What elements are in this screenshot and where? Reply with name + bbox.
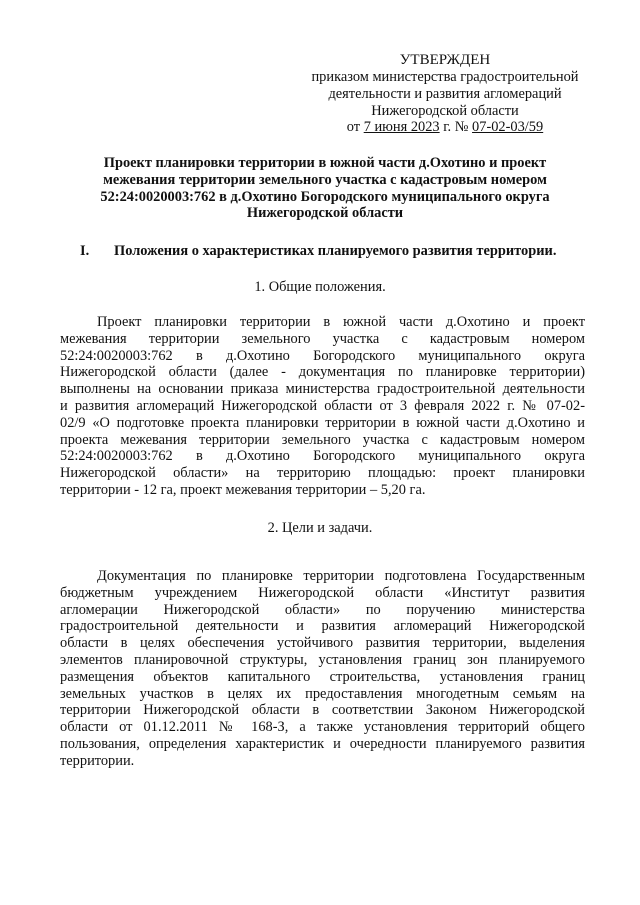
paragraph-line: 52:24:0020003:762 в д.Охотино Богородского муниципального округа — [60, 347, 585, 364]
paragraph-line: элементов планировочной структуры, установления границ зон планируемого — [60, 651, 585, 668]
approval-date-prefix: от — [346, 119, 364, 136]
subsection-heading-1: 1. Общие положения. — [254, 279, 386, 295]
section-heading — [80, 243, 600, 260]
paragraph-line: межевания территории земельного участка с кадастровым номером — [60, 330, 585, 347]
paragraph-line: Нижегородской области (далее - документация по планировке территории) — [60, 364, 585, 381]
approval-line-3: Нижегородской области — [371, 102, 519, 119]
paragraph-line: области в целях обеспечения устойчивого развития территории, выделения — [60, 635, 585, 652]
approval-line-2: деятельности и развития агломераций — [328, 85, 562, 102]
paragraph-line: области от 01.12.2011 № 168-З, а также установления территорий общего — [60, 719, 585, 736]
paragraph-line: территории - 12 га, проект межевания территории – 5,20 га. — [60, 481, 426, 498]
paragraph-goals — [60, 568, 585, 770]
section-title: Положения о характеристиках планируемого развития территории. — [114, 243, 557, 259]
paragraph-line: и развития агломераций Нижегородской области от 3 февраля 2022 г. № 07-02- — [60, 397, 585, 414]
paragraph-line: территории. — [60, 752, 135, 769]
paragraph-line: Проект планировки территории в южной части д.Охотино и проект — [97, 314, 585, 330]
paragraph-line: проекта межевания территории земельного участка с кадастровым номером — [60, 431, 585, 448]
paragraph-line: агломерации Нижегородской области» по поручению министерства — [60, 601, 585, 618]
approval-line-1: приказом министерства градостроительной — [311, 69, 579, 85]
paragraph-line: выполнены на основании приказа министерства градостроительной деятельности — [60, 381, 585, 398]
paragraph-line: 02/9 «О подготовке проекта планировки территории в южной части д.Охотино и — [60, 414, 585, 431]
approval-date-mid: г. № — [439, 119, 473, 136]
approval-number: 07-02-03/59 — [472, 119, 544, 136]
document-title — [70, 155, 580, 222]
paragraph-line: территории Нижегородской области в соответствии Законом Нижегородской — [60, 702, 585, 719]
paragraph-line: пользования, определения характеристик и очередности планируемого развития — [60, 735, 585, 752]
paragraph-line: Нижегородской области» на территорию площадью: проект планировки — [60, 465, 585, 482]
title-line-2: межевания территории земельного участка с кадастровым номером — [103, 171, 547, 188]
subsection-heading-2: 2. Цели и задачи. — [267, 520, 373, 536]
paragraph-line: 52:24:0020003:762 в д.Охотино Богородского муниципального округа — [60, 448, 585, 465]
approval-date: 7 июня 2023 — [363, 119, 440, 136]
approval-heading: УТВЕРЖДЕН — [399, 52, 491, 68]
section-number: I. — [80, 243, 90, 259]
title-line-3: 52:24:0020003:762 в д.Охотино Богородского муниципального округа — [100, 188, 550, 205]
paragraph-line: градостроительной деятельности и развития агломераций Нижегородской — [60, 618, 585, 635]
approval-block — [300, 51, 590, 136]
title-line-4: Нижегородской области — [246, 205, 404, 222]
approval-date-line — [300, 119, 590, 136]
paragraph-line: земельных участков в целях их предоставления многодетным семьям на — [60, 685, 585, 702]
paragraph-line: Документация по планировке территории подготовлена Государственным — [97, 568, 585, 584]
paragraph-general — [60, 314, 585, 499]
paragraph-line: бюджетным учреждением Нижегородской области «Институт развития — [60, 584, 585, 601]
paragraph-line: размещения объектов капитального строительства, установления границ — [60, 668, 585, 685]
title-line-1: Проект планировки территории в южной части д.Охотино и проект — [103, 155, 547, 171]
